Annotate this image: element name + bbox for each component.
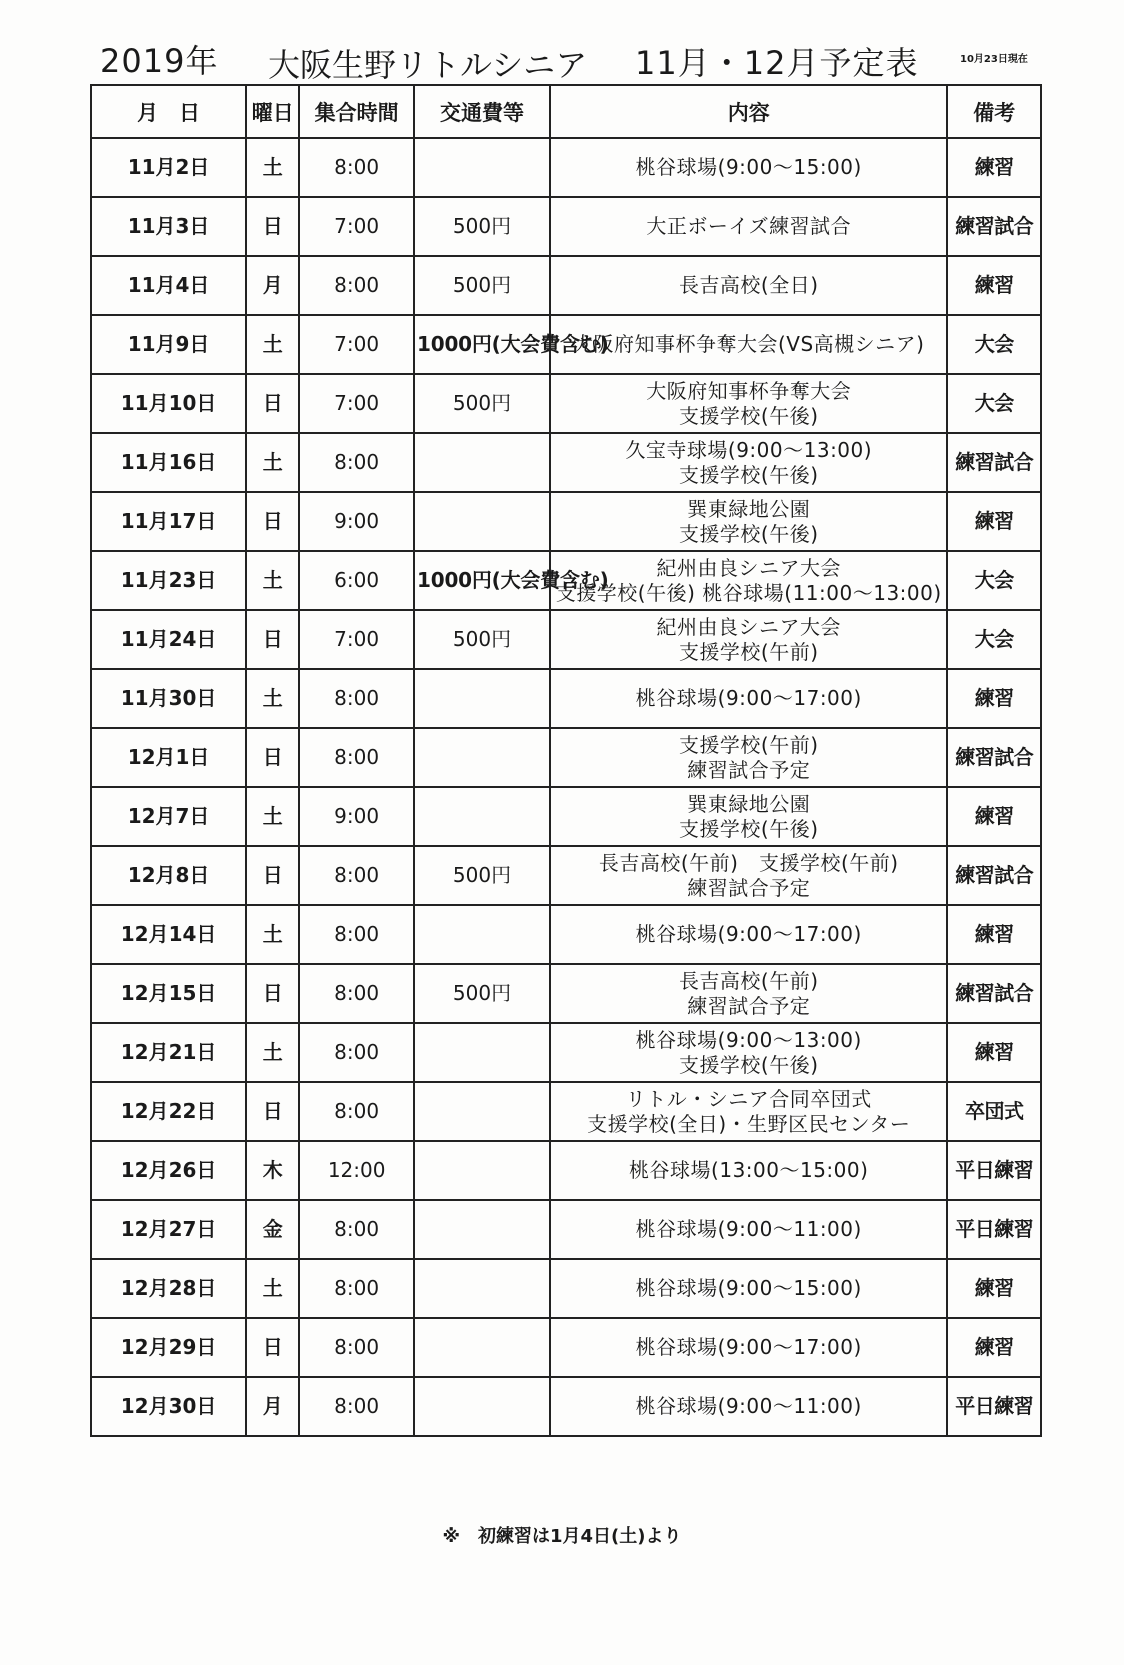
- date-cell: 12月14日: [91, 905, 246, 964]
- table-row: [91, 315, 1041, 374]
- fee-cell: [414, 1023, 550, 1082]
- date-cell: 11月17日: [91, 492, 246, 551]
- content-line: 大阪府知事杯争奪大会(VS高槻シニア): [573, 332, 925, 356]
- note-cell: 練習: [947, 1259, 1041, 1318]
- table-row: [91, 1318, 1041, 1377]
- weekday-cell: 土: [246, 1023, 299, 1082]
- table-row: [91, 1200, 1041, 1259]
- note-cell: 練習試合: [947, 846, 1041, 905]
- fee-cell: 1000円(大会費含む): [414, 551, 550, 610]
- table-row: [91, 1141, 1041, 1200]
- weekday-cell: 土: [246, 1259, 299, 1318]
- table-row: [91, 551, 1041, 610]
- fee-cell: 500円: [414, 256, 550, 315]
- meeting-time-cell: 8:00: [299, 1082, 414, 1141]
- table-row: [91, 256, 1041, 315]
- note-cell: 練習: [947, 492, 1041, 551]
- content-line: 巽東緑地公園: [687, 791, 811, 816]
- content-cell: [550, 669, 947, 728]
- content-cell: [550, 1259, 947, 1318]
- content-cell: [550, 787, 947, 846]
- content-line: 桃谷球場(9:00〜17:00): [635, 922, 862, 946]
- date-cell: 12月8日: [91, 846, 246, 905]
- fee-cell: 500円: [414, 197, 550, 256]
- date-cell: 11月9日: [91, 315, 246, 374]
- weekday-cell: 日: [246, 964, 299, 1023]
- content-line: 桃谷球場(9:00〜17:00): [635, 1335, 862, 1359]
- title-year: 2019年: [100, 42, 219, 80]
- fee-cell: [414, 1318, 550, 1377]
- note-cell: 練習: [947, 905, 1041, 964]
- meeting-time-cell: 9:00: [299, 492, 414, 551]
- table-row: [91, 728, 1041, 787]
- table-row: [91, 492, 1041, 551]
- content-cell: [550, 256, 947, 315]
- meeting-time-cell: 7:00: [299, 374, 414, 433]
- note-cell: 練習: [947, 669, 1041, 728]
- content-line: 支援学校(午後): [678, 462, 819, 487]
- meeting-time-cell: 8:00: [299, 846, 414, 905]
- col-header-content: 内容: [550, 85, 947, 138]
- content-line: 練習試合予定: [687, 757, 811, 782]
- meeting-time-cell: 7:00: [299, 315, 414, 374]
- content-cell: [550, 1082, 947, 1141]
- table-row: [91, 374, 1041, 433]
- content-cell: [550, 1377, 947, 1436]
- date-cell: 12月26日: [91, 1141, 246, 1200]
- meeting-time-cell: 8:00: [299, 1318, 414, 1377]
- header-row: [91, 85, 1041, 138]
- fee-cell: [414, 1377, 550, 1436]
- meeting-time-cell: 7:00: [299, 610, 414, 669]
- date-cell: 12月1日: [91, 728, 246, 787]
- content-line: 桃谷球場(9:00〜13:00): [635, 1027, 862, 1052]
- content-line: 桃谷球場(9:00〜15:00): [635, 155, 862, 179]
- note-cell: 平日練習: [947, 1377, 1041, 1436]
- content-cell: [550, 551, 947, 610]
- date-cell: 11月23日: [91, 551, 246, 610]
- content-cell: [550, 374, 947, 433]
- table-row: [91, 197, 1041, 256]
- col-header-note: 備考: [947, 85, 1041, 138]
- content-cell: [550, 610, 947, 669]
- as-of-date: 10月23日現在: [960, 54, 1028, 65]
- note-cell: 練習: [947, 138, 1041, 197]
- meeting-time-cell: 8:00: [299, 905, 414, 964]
- table-row: [91, 1259, 1041, 1318]
- content-cell: [550, 138, 947, 197]
- note-cell: 練習試合: [947, 433, 1041, 492]
- table-row: [91, 138, 1041, 197]
- fee-cell: [414, 433, 550, 492]
- weekday-cell: 土: [246, 551, 299, 610]
- content-line: 支援学校(午後): [678, 1052, 819, 1077]
- weekday-cell: 月: [246, 256, 299, 315]
- weekday-cell: 日: [246, 492, 299, 551]
- weekday-cell: 日: [246, 374, 299, 433]
- meeting-time-cell: 12:00: [299, 1141, 414, 1200]
- date-cell: 12月22日: [91, 1082, 246, 1141]
- content-line: リトル・シニア合同卒団式: [625, 1086, 872, 1111]
- content-line: 桃谷球場(9:00〜15:00): [635, 1276, 862, 1300]
- meeting-time-cell: 6:00: [299, 551, 414, 610]
- fee-cell: 500円: [414, 374, 550, 433]
- meeting-time-cell: 8:00: [299, 256, 414, 315]
- weekday-cell: 木: [246, 1141, 299, 1200]
- fee-cell: [414, 138, 550, 197]
- title-months: 11月・12月予定表: [635, 44, 919, 82]
- content-cell: [550, 197, 947, 256]
- fee-cell: [414, 1082, 550, 1141]
- content-line: 大正ボーイズ練習試合: [646, 214, 852, 238]
- col-header-day: 曜日: [246, 85, 299, 138]
- meeting-time-cell: 8:00: [299, 433, 414, 492]
- content-line: 練習試合予定: [687, 993, 811, 1018]
- content-cell: [550, 1200, 947, 1259]
- note-cell: 練習試合: [947, 728, 1041, 787]
- weekday-cell: 月: [246, 1377, 299, 1436]
- fee-cell: [414, 787, 550, 846]
- content-line: 長吉高校(全日): [678, 273, 819, 297]
- date-cell: 12月29日: [91, 1318, 246, 1377]
- content-line: 練習試合予定: [687, 875, 811, 900]
- weekday-cell: 日: [246, 610, 299, 669]
- note-cell: 大会: [947, 315, 1041, 374]
- weekday-cell: 金: [246, 1200, 299, 1259]
- note-cell: 練習: [947, 1023, 1041, 1082]
- content-line: 久宝寺球場(9:00〜13:00): [625, 437, 873, 462]
- weekday-cell: 日: [246, 728, 299, 787]
- note-cell: 卒団式: [947, 1082, 1041, 1141]
- content-line: 支援学校(午前): [678, 639, 819, 664]
- content-cell: [550, 728, 947, 787]
- content-cell: [550, 1318, 947, 1377]
- date-cell: 11月4日: [91, 256, 246, 315]
- content-cell: [550, 964, 947, 1023]
- meeting-time-cell: 8:00: [299, 964, 414, 1023]
- content-line: 支援学校(午前): [678, 732, 819, 757]
- content-cell: [550, 905, 947, 964]
- table-row: [91, 846, 1041, 905]
- content-line: 支援学校(午後) 桃谷球場(11:00〜13:00): [555, 580, 942, 605]
- date-cell: 12月15日: [91, 964, 246, 1023]
- title-team: 大阪生野リトルシニア: [268, 46, 588, 84]
- date-cell: 12月27日: [91, 1200, 246, 1259]
- content-line: 長吉高校(午前): [678, 968, 819, 993]
- fee-cell: [414, 492, 550, 551]
- fee-cell: [414, 728, 550, 787]
- col-header-fee: 交通費等: [414, 85, 550, 138]
- note-cell: 平日練習: [947, 1200, 1041, 1259]
- meeting-time-cell: 9:00: [299, 787, 414, 846]
- weekday-cell: 日: [246, 1082, 299, 1141]
- note-cell: 練習試合: [947, 197, 1041, 256]
- fee-cell: 1000円(大会費含む): [414, 315, 550, 374]
- content-cell: [550, 1023, 947, 1082]
- content-line: 桃谷球場(13:00〜15:00): [629, 1158, 869, 1182]
- weekday-cell: 土: [246, 669, 299, 728]
- note-cell: 平日練習: [947, 1141, 1041, 1200]
- date-cell: 12月7日: [91, 787, 246, 846]
- meeting-time-cell: 8:00: [299, 669, 414, 728]
- schedule-table: [90, 84, 1042, 1437]
- weekday-cell: 土: [246, 433, 299, 492]
- weekday-cell: 土: [246, 905, 299, 964]
- date-cell: 12月28日: [91, 1259, 246, 1318]
- table-row: [91, 669, 1041, 728]
- content-cell: [550, 433, 947, 492]
- table-row: [91, 1023, 1041, 1082]
- footnote: ※ 初練習は1月4日(土)より: [442, 1526, 682, 1547]
- content-line: 紀州由良シニア大会: [656, 614, 841, 639]
- table-row: [91, 1082, 1041, 1141]
- weekday-cell: 日: [246, 197, 299, 256]
- content-line: 支援学校(全日)・生野区民センター: [587, 1111, 911, 1136]
- table-row: [91, 433, 1041, 492]
- date-cell: 12月21日: [91, 1023, 246, 1082]
- content-line: 紀州由良シニア大会: [656, 555, 841, 580]
- content-cell: [550, 315, 947, 374]
- meeting-time-cell: 7:00: [299, 197, 414, 256]
- content-cell: [550, 846, 947, 905]
- meeting-time-cell: 8:00: [299, 1200, 414, 1259]
- table-row: [91, 905, 1041, 964]
- date-cell: 12月30日: [91, 1377, 246, 1436]
- meeting-time-cell: 8:00: [299, 1377, 414, 1436]
- note-cell: 練習試合: [947, 964, 1041, 1023]
- note-cell: 大会: [947, 610, 1041, 669]
- content-line: 桃谷球場(9:00〜11:00): [635, 1394, 862, 1418]
- fee-cell: 500円: [414, 846, 550, 905]
- fee-cell: 500円: [414, 964, 550, 1023]
- col-header-date: 月 日: [91, 85, 246, 138]
- fee-cell: [414, 905, 550, 964]
- date-cell: 11月24日: [91, 610, 246, 669]
- title-row: [100, 34, 1040, 84]
- note-cell: 練習: [947, 256, 1041, 315]
- note-cell: 練習: [947, 787, 1041, 846]
- table-row: [91, 787, 1041, 846]
- content-line: 巽東緑地公園: [687, 496, 811, 521]
- fee-cell: [414, 1200, 550, 1259]
- weekday-cell: 土: [246, 787, 299, 846]
- content-line: 長吉高校(午前) 支援学校(午前): [598, 850, 899, 875]
- date-cell: 11月30日: [91, 669, 246, 728]
- table-row: [91, 1377, 1041, 1436]
- weekday-cell: 土: [246, 315, 299, 374]
- weekday-cell: 日: [246, 1318, 299, 1377]
- weekday-cell: 日: [246, 846, 299, 905]
- note-cell: 大会: [947, 551, 1041, 610]
- date-cell: 11月16日: [91, 433, 246, 492]
- meeting-time-cell: 8:00: [299, 1023, 414, 1082]
- fee-cell: [414, 1259, 550, 1318]
- weekday-cell: 土: [246, 138, 299, 197]
- fee-cell: [414, 669, 550, 728]
- content-line: 支援学校(午後): [678, 816, 819, 841]
- table-row: [91, 964, 1041, 1023]
- meeting-time-cell: 8:00: [299, 728, 414, 787]
- date-cell: 11月3日: [91, 197, 246, 256]
- table-row: [91, 610, 1041, 669]
- content-cell: [550, 492, 947, 551]
- content-line: 桃谷球場(9:00〜11:00): [635, 1217, 862, 1241]
- content-line: 支援学校(午後): [678, 521, 819, 546]
- content-line: 支援学校(午後): [678, 403, 819, 428]
- note-cell: 大会: [947, 374, 1041, 433]
- schedule-body: [91, 138, 1041, 1436]
- meeting-time-cell: 8:00: [299, 138, 414, 197]
- date-cell: 11月2日: [91, 138, 246, 197]
- content-line: 大阪府知事杯争奪大会: [646, 378, 852, 403]
- content-cell: [550, 1141, 947, 1200]
- meeting-time-cell: 8:00: [299, 1259, 414, 1318]
- fee-cell: [414, 1141, 550, 1200]
- date-cell: 11月10日: [91, 374, 246, 433]
- content-line: 桃谷球場(9:00〜17:00): [635, 686, 862, 710]
- note-cell: 練習: [947, 1318, 1041, 1377]
- fee-cell: 500円: [414, 610, 550, 669]
- col-header-time: 集合時間: [299, 85, 414, 138]
